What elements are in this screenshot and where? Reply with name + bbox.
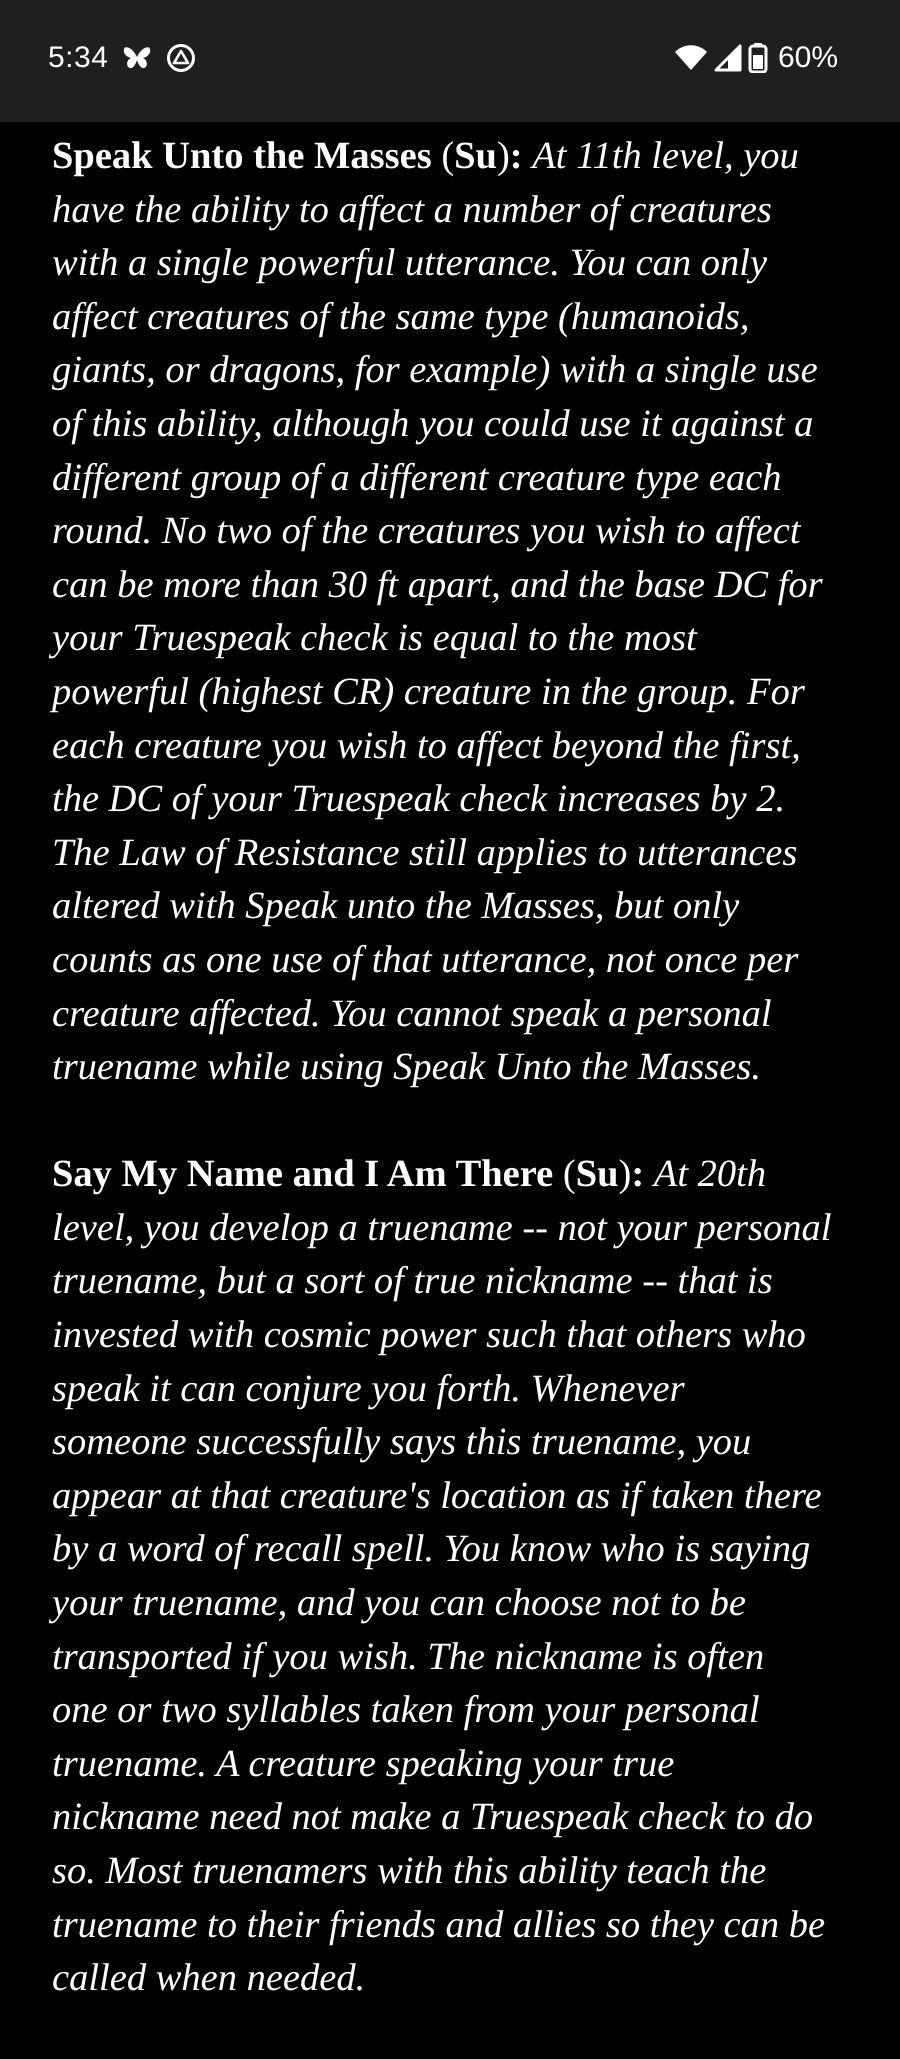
wifi-icon: [674, 44, 708, 72]
ability-description: At 11th level, you have the ability to affect a number of creatures with a single powerful utterance. You can only affect creatures of the same type (humanoids, giants, or dragons, for example) with a single use of this ability, although you could use it against a different group of a different creature type each round. No two of the creatures you wish to affect can be more than 30 ft apart, and the base DC for your Truespeak check is equal to the most powerful (highest CR) creature in the group. For each creature you wish to affect beyond the first, the DC of your Truespeak check increases by 2. The Law of Resistance still applies to utterances altered with Speak unto the Masses, but only counts as one use of that utterance, not once per creature affected. You cannot speak a personal truename while using Speak Unto the Masses.: [52, 135, 823, 1089]
status-right: [674, 38, 838, 78]
battery-icon: [748, 43, 768, 73]
status-left: [48, 38, 196, 78]
battery-percent: 60%: [777, 41, 838, 74]
ability-name: Speak Unto the Masses: [52, 135, 432, 177]
butterfly-icon: [122, 44, 152, 72]
status-time: 5:34: [48, 41, 109, 74]
ability-description: At 20th level, you develop a truename -- not your personal truename, but a sort of true nickname -- that is invested with cosmic power such that others who speak it can conjure you forth. Whenever someone successfully says this truename, you appear at that creature's location as if taken there by a word of recall spell. You know who is saying your truename, and you can choose not to be transported if you wish. The nickname is often one or two syllables taken from your personal truename. A creature speaking your true nickname need not make a Truespeak check to do so. Most truenamers with this ability teach the truename to their friends and allies so they can be called when needed.: [52, 1153, 832, 2000]
status-bar: [0, 0, 900, 122]
ability-paragraph: Say My Name and I Am There (Su): At 20th level, you develop a truename -- not your personal truename, but a sort of true nickname -- that is invested with cosmic power such that others who speak it can conjure you forth. Whenever someone successfully says this truename, you appear at that creature's location as if taken there by a word of recall spell. You know who is saying your truename, and you can choose not to be transported if you wish. The nickname is often one or two syllables taken from your personal truename. A creature speaking your true nickname need not make a Truespeak check to do so. Most truenamers with this ability teach the truename to their friends and allies so they can be called when needed.: [52, 1153, 832, 2000]
document-content: [52, 130, 862, 2059]
ability-paragraph: Speak Unto the Masses (Su): At 11th level, you have the ability to affect a number of creatures with a single powerful utterance. You can only affect creatures of the same type (humanoids, giants, or dragons, for example) with a single use of this ability, although you could use it against a different group of a different creature type each round. No two of the creatures you wish to affect can be more than 30 ft apart, and the base DC for your Truespeak check is equal to the most powerful (highest CR) creature in the group. For each creature you wish to affect beyond the first, the DC of your Truespeak check increases by 2. The Law of Resistance still applies to utterances altered with Speak unto the Masses, but only counts as one use of that utterance, not once per creature affected. You cannot speak a personal truename while using Speak Unto the Masses.: [52, 135, 823, 1089]
cellular-signal-icon: [714, 44, 742, 72]
ability-type: Su: [575, 1153, 619, 1196]
ability-name: Say My Name and I Am There: [52, 1153, 554, 1196]
ability-type: Su: [454, 135, 497, 177]
triangle-alert-icon: [166, 43, 196, 73]
